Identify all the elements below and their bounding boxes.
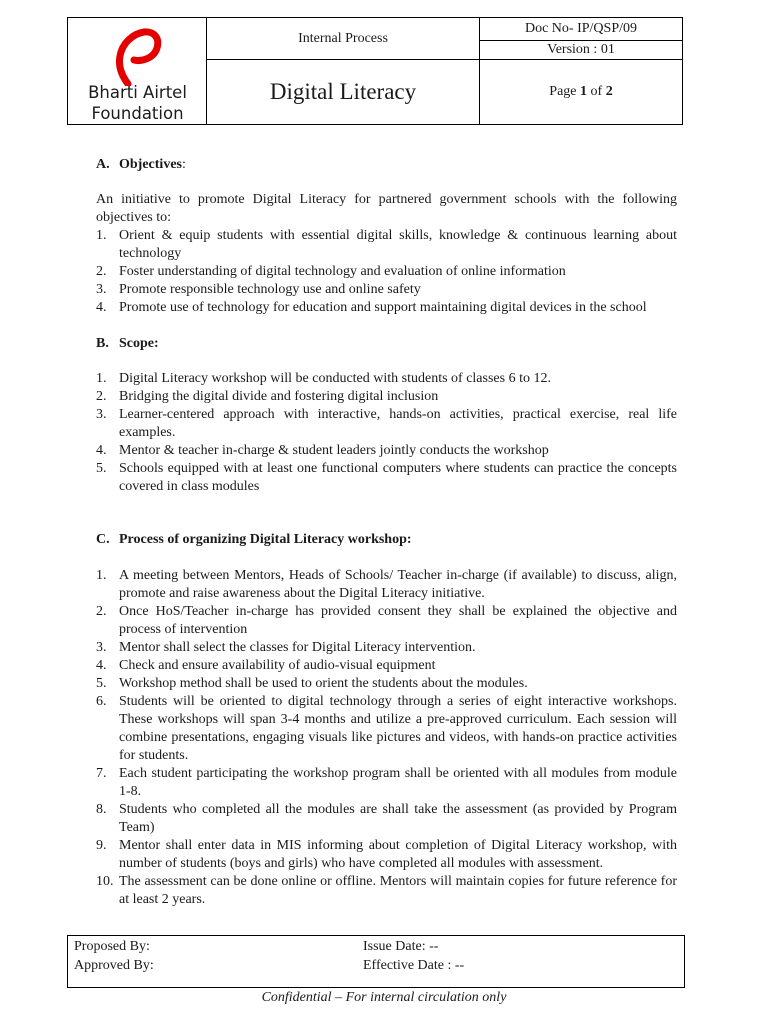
- list-item-number: 5.: [96, 676, 107, 691]
- list-item-number: 5.: [96, 461, 107, 476]
- internal-process-label: Internal Process: [207, 18, 480, 60]
- list-item: [96, 675, 677, 693]
- approved-by-label: Approved By:: [74, 958, 154, 973]
- section-c-title: Process of organizing Digital Literacy workshop:: [119, 532, 412, 547]
- doc-version: Version : 01: [480, 41, 682, 60]
- list-item-number: 10.: [96, 874, 114, 889]
- list-item-text: Orient & equip students with essential digital skills, knowledge & continuous learning about technology: [119, 228, 677, 261]
- list-item-number: 3.: [96, 282, 107, 297]
- list-item: [96, 657, 677, 675]
- list-item-number: 1.: [96, 371, 107, 386]
- list-item: [96, 837, 677, 873]
- list-item: [96, 639, 677, 657]
- list-item-number: 7.: [96, 766, 107, 781]
- section-b-title: Scope:: [119, 336, 159, 351]
- list-item-text: The assessment can be done online or offline. Mentors will maintain copies for future reference for at least 2 years.: [119, 874, 677, 907]
- issue-date-label: Issue Date: --: [363, 939, 439, 954]
- list-item-number: 3.: [96, 407, 107, 422]
- section-a-title: Objectives: [119, 157, 182, 172]
- logo-cell: [68, 18, 207, 124]
- effective-date-label: Effective Date : --: [363, 958, 465, 973]
- document-header-table: [67, 17, 683, 125]
- section-a-letter: A.: [96, 157, 110, 172]
- list-item-number: 1.: [96, 228, 107, 243]
- list-item-text: Check and ensure availability of audio-visual equipment: [119, 658, 436, 673]
- list-item: [96, 801, 677, 837]
- list-item-text: Each student participating the workshop program shall be oriented with all modules from module 1-8.: [119, 766, 677, 799]
- list-item-number: 2.: [96, 389, 107, 404]
- list-item: [96, 281, 677, 299]
- list-item-text: Bridging the digital divide and fostering digital inclusion: [119, 389, 439, 404]
- list-item-text: Foster understanding of digital technology and evaluation of online information: [119, 264, 566, 279]
- approval-box: [67, 935, 685, 988]
- confidential-note: Confidential – For internal circulation only: [261, 990, 507, 1005]
- list-item: [96, 567, 677, 603]
- list-item: [96, 460, 677, 496]
- list-item: [96, 442, 677, 460]
- page-indicator: [480, 60, 682, 124]
- list-item-text: Workshop method shall be used to orient the students about the modules.: [119, 676, 528, 691]
- section-b-letter: B.: [96, 336, 109, 351]
- list-item-number: 2.: [96, 604, 107, 619]
- section-c-letter: C.: [96, 532, 110, 547]
- list-item-number: 2.: [96, 264, 107, 279]
- list-item-text: A meeting between Mentors, Heads of Schools/ Teacher in-charge (if available) to discuss, align, promote and raise awareness about the Digital Literacy initiative.: [119, 568, 677, 601]
- section-a-colon: :: [181, 157, 186, 172]
- list-item: [96, 765, 677, 801]
- doc-number: Doc No- IP/QSP/09: [480, 18, 682, 41]
- list-item-text: Digital Literacy workshop will be conducted with students of classes 6 to 12.: [119, 371, 551, 386]
- list-item-number: 4.: [96, 443, 107, 458]
- list-item: [96, 227, 677, 263]
- airtel-logo-icon: [108, 26, 164, 86]
- list-item: [96, 299, 677, 317]
- logo-text-line1: Bharti Airtel: [88, 83, 187, 102]
- list-item-text: Mentor shall select the classes for Digital Literacy intervention.: [119, 640, 476, 655]
- list-item-text: Learner-centered approach with interactive, hands-on activities, practical exercise, real life examples.: [119, 407, 677, 440]
- list-item-number: 1.: [96, 568, 107, 583]
- section-a-heading: [96, 156, 677, 174]
- section-a-intro: An initiative to promote Digital Literacy for partnered government schools with the following objectives to:: [96, 192, 677, 225]
- page-prefix: Page: [549, 84, 577, 99]
- list-item-number: 3.: [96, 640, 107, 655]
- list-item: [96, 388, 677, 406]
- document-body: [96, 156, 677, 909]
- page-current: 1: [580, 84, 588, 99]
- list-item-number: 4.: [96, 658, 107, 673]
- list-item-text: Students will be oriented to digital technology through a series of eight interactive workshops. These workshops will span 3-4 months and utilize a pre-approved curriculum. Each session will combine presentations, engaging visuals like pictures and videos, with hands-on practice activities for students.: [119, 694, 677, 763]
- list-item-text: Once HoS/Teacher in-charge has provided consent they shall be explained the objective and process of intervention: [119, 604, 677, 637]
- document-title: Digital Literacy: [207, 60, 480, 124]
- list-item-number: 8.: [96, 802, 107, 817]
- list-item-text: Schools equipped with at least one functional computers where students can practice the concepts covered in class modules: [119, 461, 677, 494]
- list-item-text: Promote use of technology for education and support maintaining digital devices in the school: [119, 300, 647, 315]
- list-item: [96, 693, 677, 765]
- list-item-number: 4.: [96, 300, 107, 315]
- list-item-text: Promote responsible technology use and online safety: [119, 282, 421, 297]
- list-item: [96, 873, 677, 909]
- list-item-number: 9.: [96, 838, 107, 853]
- page-total: 2: [605, 84, 613, 99]
- page-of: of: [590, 84, 603, 99]
- logo-text-line2: Foundation: [91, 104, 184, 123]
- objectives-list: [96, 227, 677, 317]
- scope-list: [96, 370, 677, 496]
- list-item-text: Mentor shall enter data in MIS informing about completion of Digital Literacy workshop, with number of students (boys and girls) who have completed all modules with assessment.: [119, 838, 677, 871]
- list-item: [96, 406, 677, 442]
- list-item-text: Students who completed all the modules are shall take the assessment (as provided by Program Team): [119, 802, 677, 835]
- list-item: [96, 603, 677, 639]
- process-list: [96, 567, 677, 909]
- list-item: [96, 263, 677, 281]
- section-b-heading: [96, 335, 677, 353]
- list-item-text: Mentor & teacher in-charge & student leaders jointly conducts the workshop: [119, 443, 549, 458]
- section-c-heading: [96, 531, 677, 549]
- list-item: [96, 370, 677, 388]
- list-item-number: 6.: [96, 694, 107, 709]
- proposed-by-label: Proposed By:: [74, 939, 150, 954]
